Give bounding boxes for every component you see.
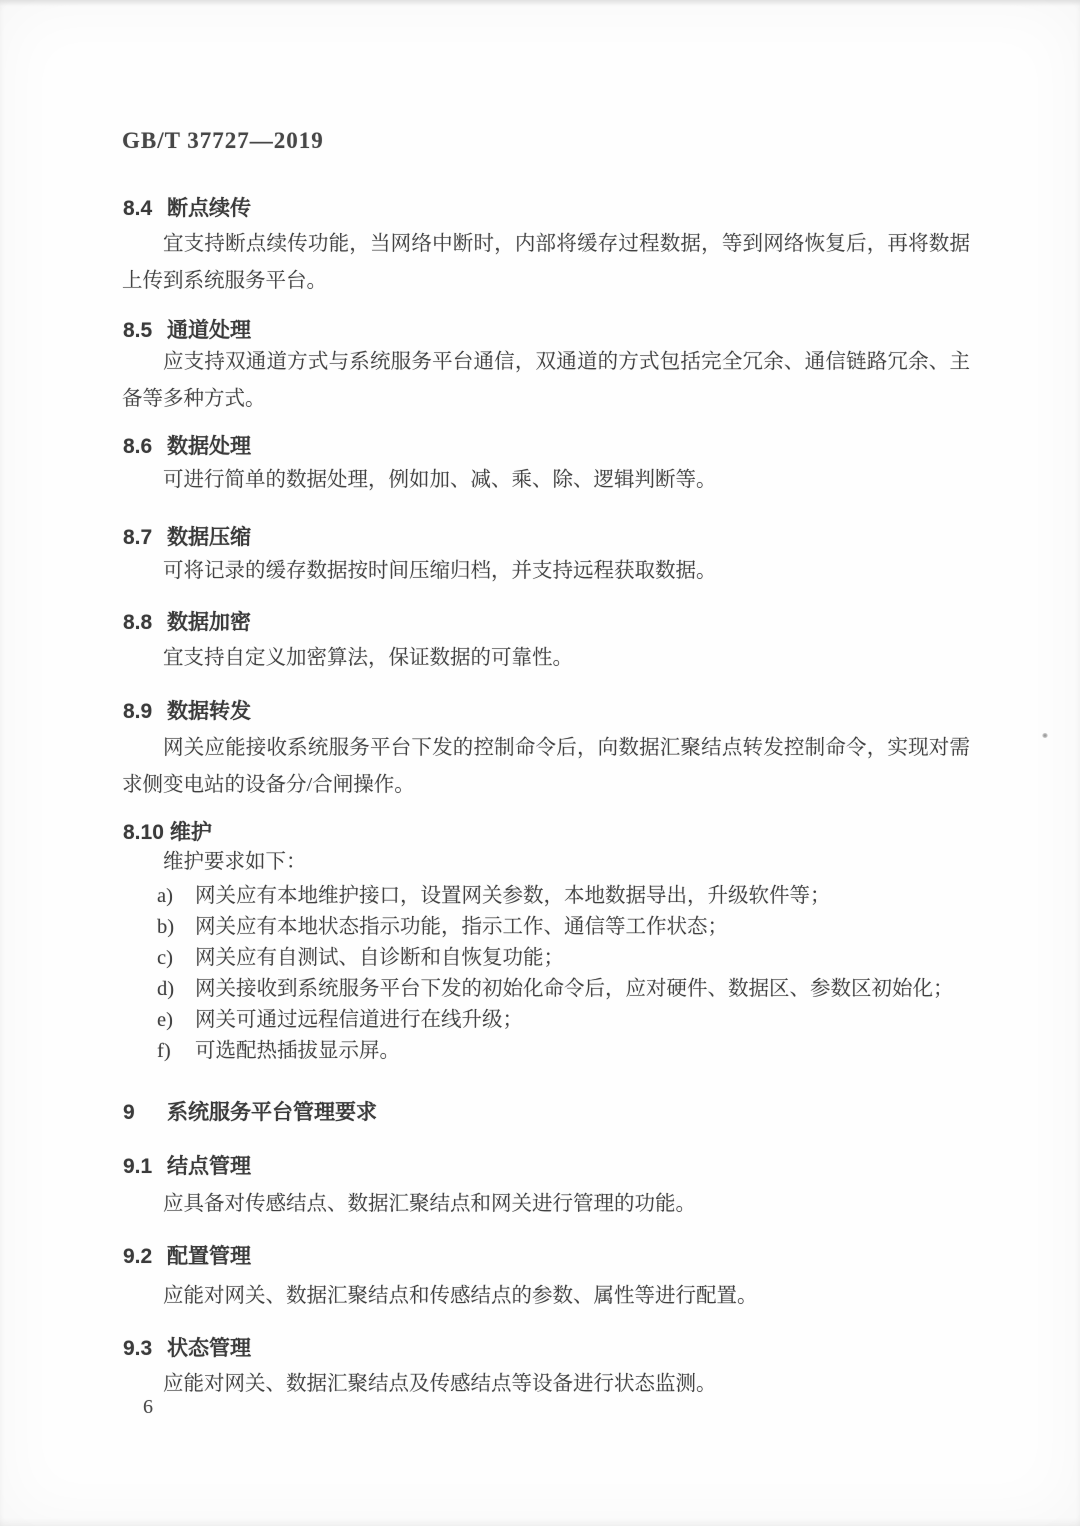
document-header-standard-number: GB/T 37727—2019 bbox=[122, 128, 324, 153]
section-heading-8-8 bbox=[123, 606, 251, 636]
paragraph: 应能对网关、数据汇聚结点及传感结点等设备进行状态监测。 bbox=[163, 1373, 717, 1395]
list-item-text: 网关接收到系统服务平台下发的初始化命令后，应对硬件、数据区、参数区初始化； bbox=[195, 978, 954, 1000]
list-item-a bbox=[157, 882, 972, 913]
section-heading-8-6 bbox=[123, 430, 251, 460]
section-title: 结点管理 bbox=[167, 1155, 251, 1178]
section-number: 8.6 bbox=[123, 435, 153, 458]
chapter-heading-9 bbox=[123, 1096, 377, 1126]
section-number: 9.2 bbox=[123, 1245, 153, 1268]
paragraph: 宜支持自定义加密算法，保证数据的可靠性。 bbox=[163, 647, 573, 669]
list-item-d bbox=[157, 975, 972, 1006]
paragraph: 宜支持断点续传功能，当网络中断时，内部将缓存过程数据，等到网络恢复后，再将数据上传到系统服务平台。 bbox=[122, 233, 970, 292]
scan-artifact-speck bbox=[1042, 733, 1048, 738]
section-number: 8.10 bbox=[123, 821, 164, 844]
paragraph: 维护要求如下： bbox=[163, 851, 307, 873]
list-item-text: 网关应有自测试、自诊断和自恢复功能； bbox=[195, 947, 564, 969]
list-marker: e) bbox=[157, 1009, 173, 1031]
section-number: 9.3 bbox=[123, 1337, 153, 1360]
section-heading-8-4 bbox=[123, 192, 251, 222]
section-heading-8-10 bbox=[123, 816, 212, 846]
section-heading-9-3 bbox=[123, 1332, 251, 1362]
section-number: 8.9 bbox=[123, 700, 153, 723]
list-item-c bbox=[157, 944, 972, 975]
chapter-title: 系统服务平台管理要求 bbox=[167, 1101, 377, 1124]
scan-edge-shade bbox=[0, 0, 1080, 6]
section-title: 配置管理 bbox=[167, 1245, 251, 1268]
list-item-text: 网关可通过远程信道进行在线升级； bbox=[195, 1009, 523, 1031]
maintenance-requirements-list bbox=[157, 882, 972, 1068]
list-marker: d) bbox=[157, 978, 175, 1000]
section-title: 数据压缩 bbox=[167, 526, 251, 549]
paragraph: 应能对网关、数据汇聚结点和传感结点的参数、属性等进行配置。 bbox=[163, 1285, 758, 1307]
list-item-f bbox=[157, 1037, 972, 1068]
section-number: 8.8 bbox=[123, 611, 153, 634]
section-heading-9-1 bbox=[123, 1150, 251, 1180]
section-title: 通道处理 bbox=[167, 319, 251, 342]
scan-edge-shade bbox=[0, 1518, 1080, 1526]
section-heading-9-2 bbox=[123, 1240, 251, 1270]
paragraph: 应支持双通道方式与系统服务平台通信，双通道的方式包括完全冗余、通信链路冗余、主备等多种方式。 bbox=[122, 351, 970, 410]
section-heading-8-9 bbox=[123, 695, 251, 725]
section-number: 8.7 bbox=[123, 526, 153, 549]
list-marker: f) bbox=[157, 1040, 171, 1062]
section-title: 数据转发 bbox=[167, 700, 251, 723]
list-marker: b) bbox=[157, 916, 175, 938]
list-item-text: 网关应有本地状态指示功能，指示工作、通信等工作状态； bbox=[195, 916, 728, 938]
chapter-number: 9 bbox=[123, 1101, 135, 1124]
list-item-text: 可选配热插拔显示屏。 bbox=[195, 1040, 400, 1062]
section-title: 数据处理 bbox=[167, 435, 251, 458]
list-item-e bbox=[157, 1006, 972, 1037]
section-title: 维护 bbox=[169, 821, 212, 844]
section-title: 断点续传 bbox=[167, 197, 251, 220]
paragraph: 可将记录的缓存数据按时间压缩归档，并支持远程获取数据。 bbox=[163, 560, 717, 582]
section-number: 8.5 bbox=[123, 319, 153, 342]
list-item-b bbox=[157, 913, 972, 944]
list-item-text: 网关应有本地维护接口，设置网关参数，本地数据导出，升级软件等； bbox=[195, 885, 831, 907]
section-number: 9.1 bbox=[123, 1155, 153, 1178]
list-marker: a) bbox=[157, 885, 173, 907]
paragraph: 应具备对传感结点、数据汇聚结点和网关进行管理的功能。 bbox=[163, 1193, 696, 1215]
section-heading-8-5 bbox=[123, 314, 251, 344]
section-title: 数据加密 bbox=[167, 611, 251, 634]
paragraph: 可进行简单的数据处理，例如加、减、乘、除、逻辑判断等。 bbox=[163, 469, 717, 491]
list-marker: c) bbox=[157, 947, 173, 969]
section-heading-8-7 bbox=[123, 521, 251, 551]
section-number: 8.4 bbox=[123, 197, 153, 220]
section-title: 状态管理 bbox=[167, 1337, 251, 1360]
paragraph: 网关应能接收系统服务平台下发的控制命令后，向数据汇聚结点转发控制命令，实现对需求侧变电站的设备分/合闸操作。 bbox=[122, 737, 970, 796]
page-number: 6 bbox=[143, 1396, 153, 1418]
